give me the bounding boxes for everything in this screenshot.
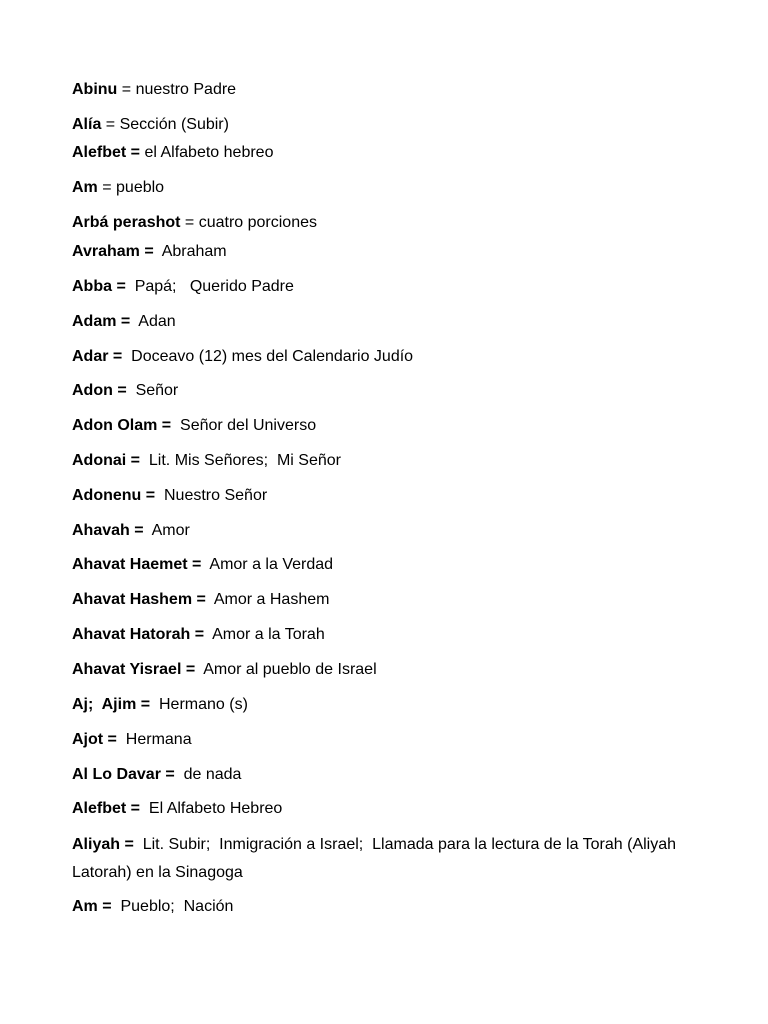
entry-definition: Amor a la Verdad (209, 556, 334, 573)
entry-separator: = (117, 81, 136, 98)
glossary-entry-abinu (72, 76, 712, 104)
entry-separator (122, 348, 131, 365)
glossary-entry-adon-olam (72, 412, 712, 440)
entry-definition: nuestro Padre (135, 81, 237, 98)
entry-separator (206, 591, 214, 608)
entry-definition: Nuestro Señor (164, 487, 268, 504)
entry-term: Am = (72, 898, 112, 915)
entry-separator (155, 487, 164, 504)
entry-definition: Lit. Subir; Inmigración a Israel; Llamada para la lectura de la Torah (Aliyah Latorah) en la Sinagoga (72, 836, 681, 881)
entry-term: Ahavah = (72, 522, 144, 539)
entry-definition: Señor (135, 382, 179, 399)
entry-separator (126, 278, 135, 295)
glossary-entry-abba (72, 273, 712, 301)
entry-term: Abinu (72, 81, 118, 98)
entry-term: Alía (72, 116, 102, 133)
entry-separator (140, 800, 149, 817)
glossary-entry-adon (72, 377, 712, 405)
entry-term: Ajot = (72, 731, 117, 748)
entry-term: Ahavat Hatorah = (72, 626, 205, 643)
entry-definition: Amor (151, 522, 190, 539)
entry-term: Am (72, 179, 98, 196)
entry-definition: Papá; Querido Padre (134, 278, 294, 295)
entry-definition: Sección (Subir) (119, 116, 229, 133)
entry-term: Adar = (72, 348, 123, 365)
entry-definition: Amor a Hashem (213, 591, 330, 608)
entry-term: Adonenu = (72, 487, 156, 504)
entry-separator (117, 731, 126, 748)
entry-separator (175, 766, 184, 783)
entry-definition: Lit. Mis Señores; Mi Señor (148, 452, 341, 469)
entry-definition: Adan (138, 313, 176, 330)
entry-definition: El Alfabeto Hebreo (148, 800, 283, 817)
entry-definition: Abraham (161, 243, 227, 260)
entry-term: Aj; Ajim = (72, 696, 151, 713)
entry-term: Ahavat Haemet = (72, 556, 202, 573)
glossary-entry-am-2 (72, 893, 712, 921)
glossary-entry-ahavat-yisrael (72, 656, 712, 684)
entry-separator (134, 836, 143, 853)
entry-term: Adon Olam = (72, 417, 172, 434)
entry-separator (144, 522, 152, 539)
glossary-entry-adar (72, 343, 712, 371)
glossary-entry-adonenu (72, 482, 712, 510)
glossary-entry-ahavat-haemet (72, 551, 712, 579)
entry-term: Abba = (72, 278, 126, 295)
entry-separator: = (101, 116, 120, 133)
glossary-entry-adam (72, 308, 712, 336)
glossary-entry-aj-ajim (72, 691, 712, 719)
entry-term: Alefbet = (72, 144, 141, 161)
entry-definition: el Alfabeto hebreo (144, 144, 274, 161)
entry-definition: Hermano (s) (158, 696, 248, 713)
entry-definition: cuatro porciones (198, 214, 317, 231)
entry-definition: Hermana (125, 731, 192, 748)
entry-definition: Señor del Universo (180, 417, 317, 434)
glossary-entry-avraham (72, 238, 712, 266)
entry-term: Ahavat Yisrael = (72, 661, 196, 678)
entry-separator: = (97, 179, 117, 196)
entry-definition: Amor a la Torah (212, 626, 325, 643)
entry-separator (150, 696, 159, 713)
entry-term: Adam = (72, 313, 131, 330)
glossary-entry-am (72, 174, 712, 202)
entry-term: Alefbet = (72, 800, 141, 817)
entry-definition: de nada (183, 766, 242, 783)
entry-definition: Pueblo; Nación (120, 898, 234, 915)
glossary-entry-ahavah (72, 517, 712, 545)
glossary-entry-aliyah (72, 831, 712, 887)
entry-term: Arbá perashot (72, 214, 181, 231)
entry-separator (127, 382, 136, 399)
glossary-entry-alia (72, 111, 712, 139)
glossary-entry-al-lo-davar (72, 761, 712, 789)
glossary-entry-alefbet (72, 139, 712, 167)
entry-term: Avraham = (72, 243, 154, 260)
glossary-entry-alefbet-2 (72, 795, 712, 823)
entry-separator (154, 243, 162, 260)
entry-separator (195, 661, 203, 678)
entry-definition: pueblo (116, 179, 165, 196)
glossary-entry-arba-perashot (72, 209, 712, 237)
glossary-entry-ahavat-hashem (72, 586, 712, 614)
entry-term: Al Lo Davar = (72, 766, 175, 783)
entry-term: Adonai = (72, 452, 141, 469)
glossary-entry-ahavat-hatorah (72, 621, 712, 649)
entry-separator: = (180, 214, 199, 231)
glossary-entry-adonai (72, 447, 712, 475)
entry-term: Adon = (72, 382, 127, 399)
glossary-entry-ajot (72, 726, 712, 754)
entry-definition: Amor al pueblo de Israel (203, 661, 377, 678)
entry-term: Ahavat Hashem = (72, 591, 206, 608)
entry-term: Aliyah = (72, 836, 134, 853)
entry-separator (140, 452, 149, 469)
entry-definition: Doceavo (12) mes del Calendario Judío (131, 348, 414, 365)
entry-separator (204, 626, 212, 643)
entry-separator (171, 417, 180, 434)
